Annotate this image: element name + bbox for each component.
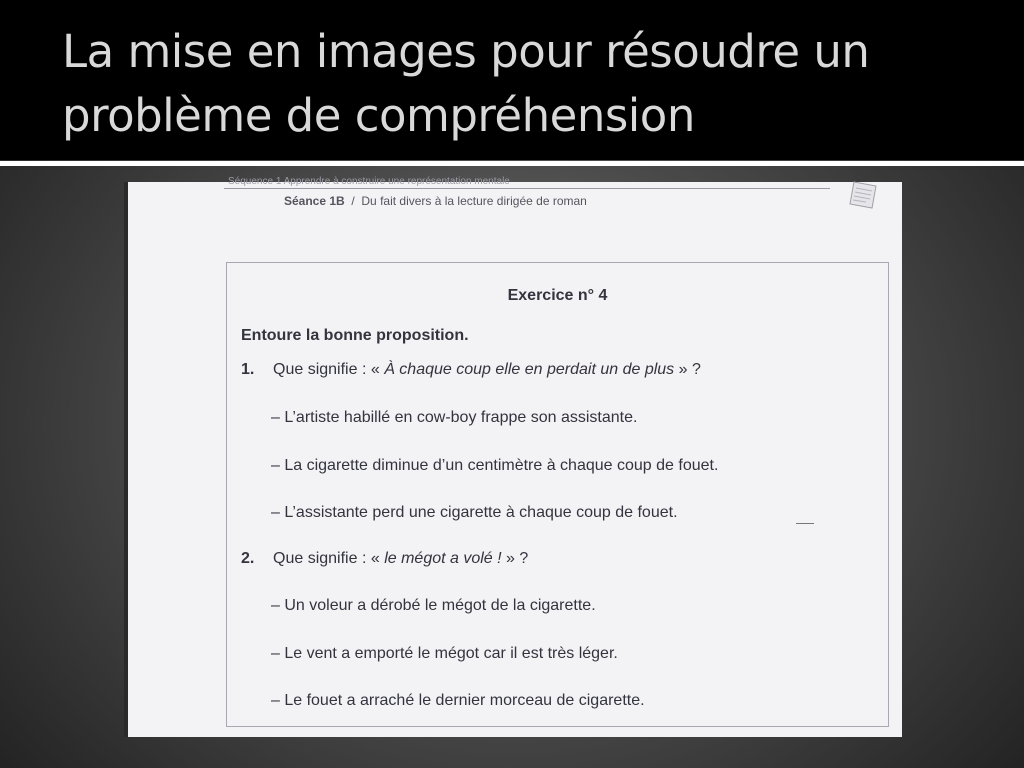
option-2c: – Le fouet a arraché le dernier morceau de cigarette. xyxy=(271,692,645,709)
question-prefix: Que signifie : « xyxy=(273,550,380,567)
question-quote: le mégot a volé ! xyxy=(384,550,502,567)
option-1c: – L’assistante perd une cigarette à chaque coup de fouet. xyxy=(271,504,678,521)
instruction: Entoure la bonne proposition. xyxy=(241,327,469,344)
question-number: 1. xyxy=(241,361,255,378)
exercise-box xyxy=(226,262,889,727)
document-icon xyxy=(846,180,880,210)
question-quote: À chaque coup elle en perdait un de plus xyxy=(384,361,675,378)
question-prefix: Que signifie : « xyxy=(273,361,380,378)
question-suffix: » ? xyxy=(506,550,529,567)
header-divider xyxy=(224,188,830,189)
option-2a: – Un voleur a dérobé le mégot de la cigarette. xyxy=(271,597,596,614)
seance-separator: / xyxy=(351,194,355,208)
title-divider xyxy=(0,161,1024,166)
scanned-worksheet xyxy=(124,176,902,737)
question-2 xyxy=(241,550,528,568)
seance-label: Séance 1B xyxy=(284,194,345,208)
exercise-title: Exercice n° 4 xyxy=(507,287,608,304)
question-1 xyxy=(241,361,701,379)
slide-title: La mise en images pour résoudre un problème de compréhension xyxy=(62,25,870,142)
option-2b: – Le vent a emporté le mégot car il est très léger. xyxy=(271,645,618,662)
option-1a: – L’artiste habillé en cow-boy frappe son assistante. xyxy=(271,409,638,426)
seance-title: Du fait divers à la lecture dirigée de roman xyxy=(361,194,587,208)
pen-mark xyxy=(796,523,814,524)
seance-line xyxy=(284,194,587,208)
sequence-header: Séquence 1 Apprendre à construire une représentation mentale xyxy=(228,176,510,187)
title-bar xyxy=(0,0,1024,160)
question-number: 2. xyxy=(241,550,255,567)
option-1b: – La cigarette diminue d’un centimètre à chaque coup de fouet. xyxy=(271,457,719,474)
scan-edge xyxy=(124,182,128,737)
question-suffix: » ? xyxy=(678,361,701,378)
